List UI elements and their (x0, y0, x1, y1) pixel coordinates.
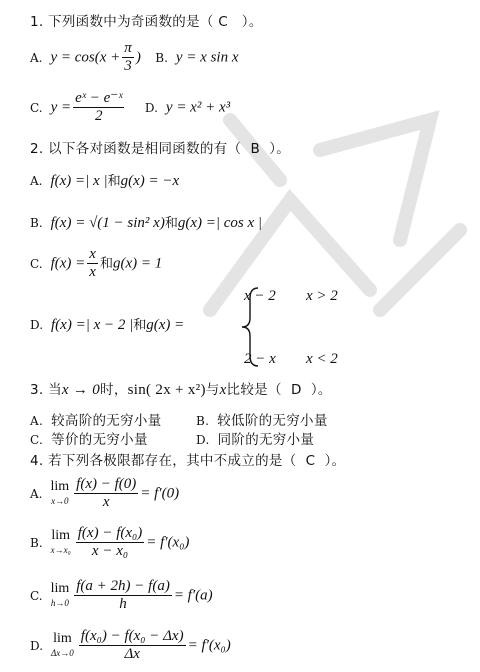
q3-answer: D (290, 382, 302, 398)
q3-option-b: B. 较低阶的无穷小量 (196, 413, 328, 429)
q4-a-fraction: $\frac{f(x) - f(0)}{x}$ (76, 476, 137, 510)
q2-d-cond1: x > 2 (306, 288, 338, 304)
q1-c-fraction: $\frac{\text{eˣ − e⁻ˣ}}{2}$ (75, 90, 123, 124)
q2-option-d: D. f(x) =| x − 2 |和g(x) = (30, 317, 185, 333)
q4-option-b: B. lim x→x₀ $\frac{\text{f(x) − f(x₀)}}{\text{x − x₀}}$ = f′(x₀) (30, 525, 190, 559)
q2-answer: B (250, 141, 261, 157)
q4-d-limit: lim Δx→0 (51, 630, 74, 658)
q2-d-case2: 2 − x (244, 351, 276, 367)
q1-option-c-d: C. y = $\frac{\text{eˣ − e⁻ˣ}}{2}$ D. y = x² + x³ (30, 90, 231, 124)
q4-answer: C (305, 453, 316, 469)
q4-option-c: C. lim h→0 $\frac{f(a + 2h) - f(a)}{h}$ = f′(a) (30, 578, 213, 612)
q4-option-a: A. lim x→0 $\frac{f(x) - f(0)}{x}$ = f′(0) (30, 476, 180, 510)
q2-option-a: A. f(x) =| x |和g(x) = −x (30, 173, 180, 189)
q3-option-d: D. 同阶的无穷小量 (196, 432, 315, 448)
q4-a-limit: lim x→0 (50, 478, 70, 506)
q4-d-fraction: $\frac{\text{f(x₀) − f(x₀ − Δx)}}{\Delta x}$ (80, 628, 184, 662)
q1-answer: C (218, 14, 228, 30)
q2-d-case1: x − 2 (244, 288, 276, 304)
q4-option-d: D. lim Δx→0 $\frac{\text{f(x₀) − f(x₀ − Δx)}}{\Delta x}$ = f′(x₀) (30, 628, 231, 662)
q4-c-fraction: $\frac{f(a + 2h) - f(a)}{h}$ (76, 578, 170, 612)
q2-stem: 2. 以下各对函数是相同函数的有（ B ）。 (30, 141, 291, 157)
q3-option-c: C. 等价的无穷小量 (30, 432, 148, 448)
q1-option-a-b: A. y = cos(x + $\frac{\pi}{3}$ ) B. y = x sin x (30, 40, 239, 74)
q2-c-fraction: $\frac{x}{x}$ (89, 246, 96, 280)
q4-b-limit: lim x→x₀ (50, 527, 71, 555)
q4-stem: 4. 若下列各极限都存在，其中不成立的是（ C ）。 (30, 453, 346, 469)
q2-d-cond2: x < 2 (306, 351, 338, 367)
q3-option-a: A. 较高阶的无穷小量 (30, 413, 162, 429)
q2-option-c: C. f(x) = $\frac{x}{x}$ 和g(x) = 1 (30, 246, 163, 280)
q1-a-fraction: $\frac{\pi}{3}$ (124, 40, 132, 74)
q2-option-b: B. f(x) = √(1 − sin² x)和g(x) =| cos x | (30, 215, 263, 231)
q1-stem: 1. 下列函数中为奇函数的是（ C ）。 (30, 14, 263, 30)
q3-stem: 3. 当x → 0时，sin( 2x + x²)与x比较是（ D ）。 (30, 382, 332, 398)
q4-c-limit: lim h→0 (50, 580, 70, 608)
q4-b-fraction: $\frac{\text{f(x) − f(x₀)}}{\text{x − x₀}}$ (77, 525, 143, 559)
